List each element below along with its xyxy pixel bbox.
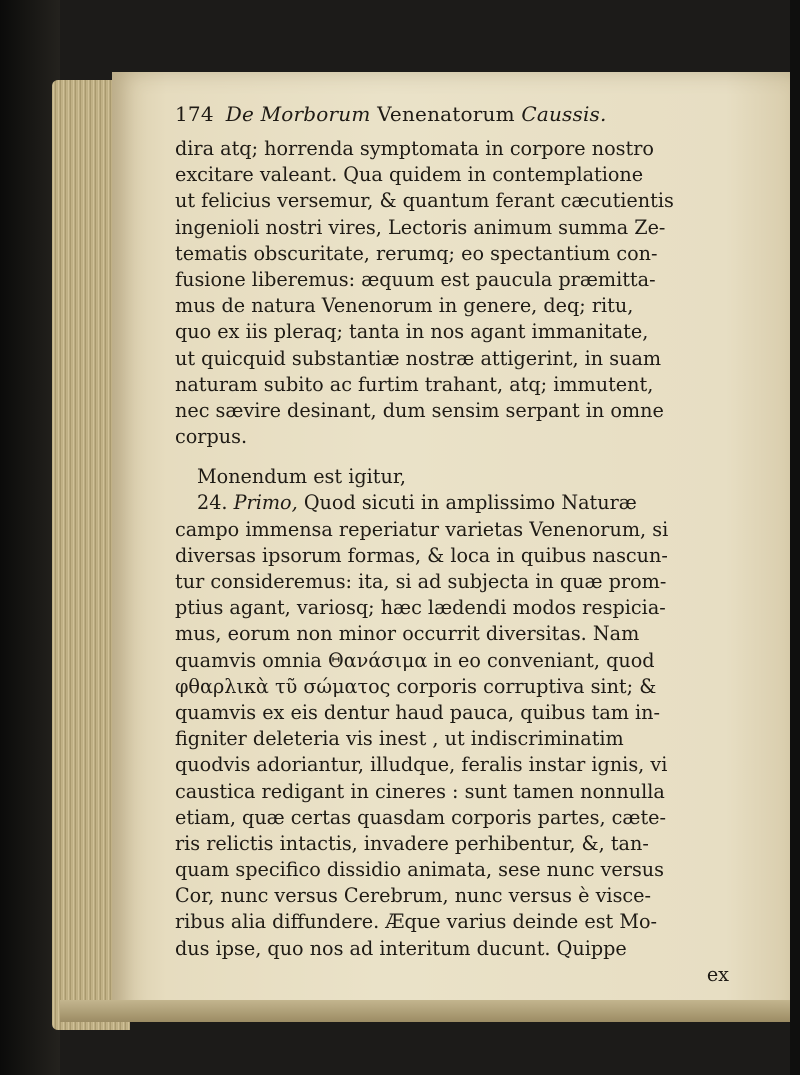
text-line: ptius agant, variosq; hæc lædendi modos respicia- [175,596,666,620]
right-dark-strip [790,0,800,1075]
paragraph-1 [175,136,735,450]
catchword: ex [706,962,729,986]
text-line: tematis obscuritate, rerumq; eo spectantium con- [175,241,658,265]
text-line-numbered [175,490,735,516]
text-line: Cor, nunc versus Cerebrum, nunc versus è visce- [175,884,651,908]
text-line: diversas ipsorum formas, & loca in quibus nascun- [175,543,668,567]
text-line: naturam subito ac furtim trahant, atq; immutent, [175,372,654,396]
text-line: fusione liberemus: æquum est paucula præmitta- [175,267,656,291]
text-line: quo ex iis pleraq; tanta in nos agant immanitate, [175,320,649,344]
text-line: excitare valeant. Qua quidem in contemplatione [175,163,644,187]
first-line-rest: Quod sicuti in amplissimo Naturæ [303,491,637,515]
text-line: mus de natura Venenorum in genere, deq; ritu, [175,294,634,318]
text-line: caustica redigant in cineres : sunt tamen nonnulla [175,779,665,803]
text-line: ris relictis intactis, invadere perhibentur, &, tan- [175,831,649,855]
text-line: quamvis ex eis dentur haud pauca, quibus tam in- [175,700,661,724]
text-line: nec sævire desinant, dum sensim serpant in omne [175,398,664,422]
page-text [175,102,735,988]
page-number: 174 [175,102,214,126]
text-line: dus ipse, quo nos ad interitum ducunt. Quippe [175,936,627,960]
text-line: quodvis adoriantur, illudque, feralis instar ignis, vi [175,753,668,777]
lead-word: Primo, [233,491,298,515]
text-line: ingenioli nostri vires, Lectoris animum summa Ze- [175,215,666,239]
text-line: etiam, quæ certas quasdam corporis partes, cæte- [175,805,667,829]
running-title-part-3: Caussis. [521,102,607,126]
page-bottom-edge [60,1000,795,1022]
running-header [175,102,735,136]
text-line: corpus. [175,425,248,449]
text-line: dira atq; horrenda symptomata in corpore nostro [175,137,654,160]
text-line: tur consideremus: ita, si ad subjecta in quæ prom- [175,570,667,593]
running-title-part-1: De Morborum [225,102,371,126]
text-line: φθαρλικὰ τῦ σώματος corporis corruptiva sint; & [175,674,657,698]
text-line: quam specifico dissidio animata, sese nunc versus [175,858,665,882]
text-line: ribus alia diffundere. Æque varius deinde est Mo- [175,910,658,934]
text-line: figniter deleteria vis inest , ut indiscriminatim [175,727,624,751]
text-line: campo immensa reperiatur varietas Venenorum, si [175,517,669,541]
text-line: quamvis omnia Θανάσιμα in eo conveniant, quod [175,648,655,672]
text-line: mus, eorum non minor occurrit diversitas. Nam [175,622,640,646]
paragraph-2: Monendum est igitur, [197,465,406,489]
paragraph-3 [175,490,735,961]
spine-shadow [0,0,60,1075]
section-number: 24. [197,491,228,515]
text-line: ut quicquid substantiæ nostræ attigerint, in suam [175,346,662,370]
running-title [226,102,607,126]
running-title-part-2: Venenatorum [377,102,515,126]
text-line: ut felicius versemur, & quantum ferant cæcutientis [175,189,674,213]
